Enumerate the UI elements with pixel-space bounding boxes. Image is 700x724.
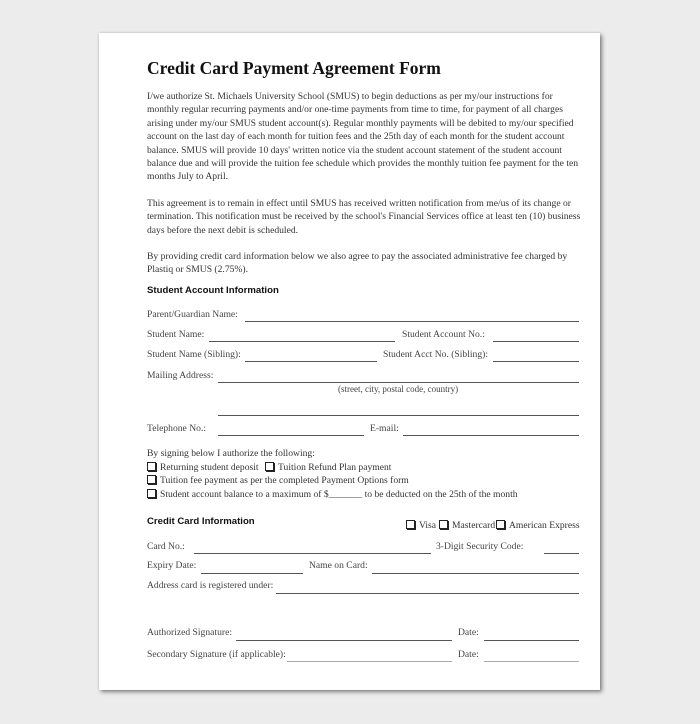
card-number-label: Card No.: — [147, 541, 185, 552]
checkbox-icon[interactable] — [147, 462, 156, 471]
option-returning-deposit[interactable]: Returning student deposit — [147, 462, 259, 473]
expiry-date-label: Expiry Date: — [147, 560, 197, 571]
email-field[interactable] — [403, 435, 579, 436]
checkbox-icon[interactable] — [147, 489, 156, 498]
checkbox-icon[interactable] — [406, 520, 415, 529]
student-section-heading: Student Account Information — [147, 285, 279, 296]
name-on-card-label: Name on Card: — [309, 560, 368, 571]
option-tuition-fee[interactable]: Tuition fee payment as per the completed Payment Options form — [147, 475, 409, 486]
option-tuition-refund[interactable]: Tuition Refund Plan payment — [265, 462, 391, 473]
telephone-label: Telephone No.: — [147, 423, 207, 434]
telephone-field[interactable] — [218, 435, 364, 436]
authorized-signature-label: Authorized Signature: — [147, 627, 232, 638]
student-name-label: Student Name: — [147, 329, 205, 340]
checkbox-icon[interactable] — [147, 475, 156, 484]
checkbox-icon[interactable] — [439, 520, 448, 529]
expiry-date-field[interactable] — [201, 573, 303, 574]
sibling-name-label: Student Name (Sibling): — [147, 349, 241, 360]
address-hint: (street, city, postal code, country) — [338, 384, 459, 394]
authorize-intro: By signing below I authorize the following: — [147, 448, 315, 459]
secondary-date-label: Date: — [458, 649, 479, 660]
parent-name-label: Parent/Guardian Name: — [147, 309, 238, 320]
card-section-heading: Credit Card Information — [147, 516, 255, 527]
parent-name-field[interactable] — [245, 321, 579, 322]
name-on-card-field[interactable] — [372, 573, 579, 574]
student-name-field[interactable] — [209, 341, 395, 342]
student-account-label: Student Account No.: — [402, 329, 485, 340]
email-label: E-mail: — [370, 423, 399, 434]
checkbox-icon[interactable] — [265, 462, 274, 471]
authorized-date-label: Date: — [458, 627, 479, 638]
mailing-address-field-2[interactable] — [218, 415, 579, 416]
authorized-signature-field[interactable] — [236, 640, 452, 641]
secondary-signature-field[interactable] — [287, 661, 452, 662]
authorized-date-field[interactable] — [484, 640, 579, 641]
form-title: Credit Card Payment Agreement Form — [147, 58, 441, 78]
registered-address-field[interactable] — [276, 593, 579, 594]
mailing-address-field[interactable] — [218, 382, 579, 383]
card-type-mastercard[interactable]: Mastercard — [439, 520, 495, 531]
document-page — [99, 33, 600, 690]
card-type-visa[interactable]: Visa — [406, 520, 436, 531]
card-type-amex[interactable]: American Express — [496, 520, 580, 531]
student-account-field[interactable] — [493, 341, 579, 342]
sibling-account-label: Student Acct No. (Sibling): — [383, 349, 488, 360]
termination-paragraph: This agreement is to remain in effect until SMUS has received written notification from me/us of its change or termination. This notification must be received by the school's Financial Services office at least ten (10) business days before the next debit is scheduled. — [147, 198, 581, 236]
security-code-label: 3-Digit Security Code: — [436, 541, 524, 552]
registered-address-label: Address card is registered under: — [147, 580, 274, 591]
secondary-signature-label: Secondary Signature (if applicable): — [147, 649, 286, 660]
card-number-field[interactable] — [194, 553, 431, 554]
fee-paragraph: By providing credit card information below we also agree to pay the associated administrative fee charged by Plastiq or SMUS (2.75%). — [147, 251, 568, 276]
sibling-name-field[interactable] — [245, 361, 377, 362]
mailing-address-label: Mailing Address: — [147, 370, 214, 381]
checkbox-icon[interactable] — [496, 520, 505, 529]
option-account-balance[interactable]: Student account balance to a maximum of $_______ to be deducted on the 25th of the month — [147, 489, 518, 500]
security-code-field[interactable] — [544, 553, 579, 554]
secondary-date-field[interactable] — [484, 661, 579, 662]
intro-paragraph: I/we authorize St. Michaels University School (SMUS) to begin deductions as per my/our instructions for monthly regular recurring payments and/or one-time payments from time to time, for payment of all charges arising under my/our SMUS student account(s). Regular monthly payments will be debited to my/our specified account on the last day of each month for tuition fees and the 25th day of each month for the student account balance. SMUS will provide 10 days' written notice via the student account statement of the student account balance due and will provide the tuition fee schedule which provides the monthly tuition fee payment for the ten months July to April. — [147, 91, 579, 183]
sibling-account-field[interactable] — [493, 361, 579, 362]
